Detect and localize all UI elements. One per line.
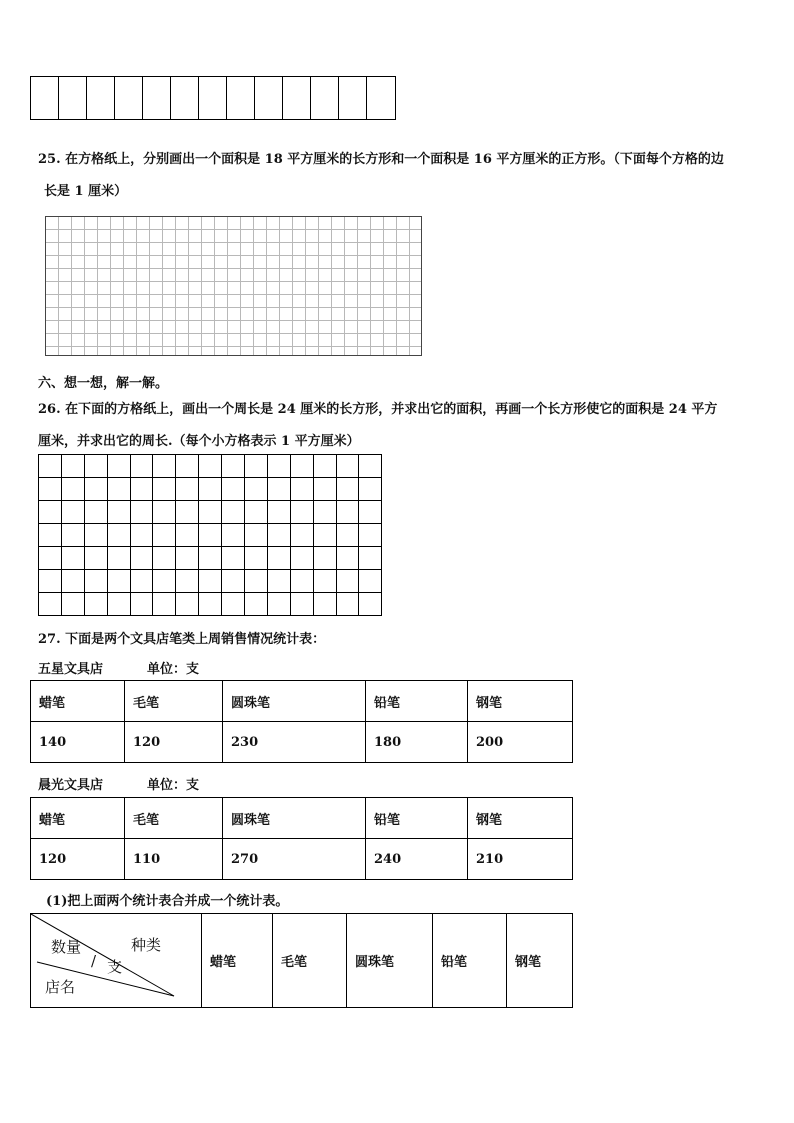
grid-square[interactable]	[39, 455, 62, 478]
grid-square[interactable]	[314, 570, 337, 593]
grid-square[interactable]	[222, 524, 245, 547]
grid-square[interactable]	[222, 478, 245, 501]
grid-square[interactable]	[131, 593, 154, 616]
grid-square[interactable]	[85, 501, 108, 524]
grid-square[interactable]	[62, 524, 85, 547]
grid-square[interactable]	[199, 455, 222, 478]
grid-square[interactable]	[153, 524, 176, 547]
grid-square[interactable]	[62, 547, 85, 570]
grid-square[interactable]	[359, 455, 382, 478]
grid-square[interactable]	[245, 570, 268, 593]
table-value-cell: 110	[125, 839, 223, 880]
grid-square[interactable]	[39, 593, 62, 616]
table-value-cell: 180	[366, 722, 468, 763]
grid-square[interactable]	[176, 593, 199, 616]
grid-square[interactable]	[153, 478, 176, 501]
grid-square[interactable]	[291, 455, 314, 478]
grid-square[interactable]	[199, 501, 222, 524]
diag-kind-label: 种类	[131, 936, 162, 954]
answer-cell[interactable]	[199, 77, 227, 119]
grid-square[interactable]	[359, 501, 382, 524]
store1-name: 五星文具店	[38, 662, 104, 677]
grid-square[interactable]	[359, 524, 382, 547]
table-value-cell: 210	[468, 839, 573, 880]
table-header-cell: 毛笔	[273, 914, 347, 1008]
grid-square[interactable]	[245, 547, 268, 570]
grid-square[interactable]	[108, 547, 131, 570]
table-value-cell: 230	[223, 722, 366, 763]
q26-line1: 26. 在下面的方格纸上，画出一个周长是 24 厘米的长方形，并求出它的面积，再画一个长方形使它的面积是 24 平方	[38, 402, 718, 417]
grid-square[interactable]	[268, 593, 291, 616]
answer-cell[interactable]	[367, 77, 395, 119]
grid-square[interactable]	[199, 593, 222, 616]
grid-square[interactable]	[85, 524, 108, 547]
answer-cell[interactable]	[59, 77, 87, 119]
table-value-cell: 120	[125, 722, 223, 763]
grid-square[interactable]	[199, 524, 222, 547]
table-value-cell: 120	[31, 839, 125, 880]
table-row	[31, 681, 573, 722]
store1-label	[38, 658, 199, 677]
grid-square[interactable]	[131, 478, 154, 501]
grid-square[interactable]	[176, 501, 199, 524]
grid-square[interactable]	[131, 524, 154, 547]
grid-square[interactable]	[176, 524, 199, 547]
diag-qty-label: 数量	[51, 938, 82, 956]
grid-square[interactable]	[245, 593, 268, 616]
grid-square[interactable]	[268, 524, 291, 547]
grid-square[interactable]	[359, 547, 382, 570]
q27-sub1: (1)把上面两个统计表合并成一个统计表。	[46, 894, 289, 909]
grid-square[interactable]	[268, 478, 291, 501]
grid-square[interactable]	[153, 547, 176, 570]
grid-square[interactable]	[108, 501, 131, 524]
grid-square[interactable]	[199, 570, 222, 593]
grid-square[interactable]	[245, 524, 268, 547]
grid-square[interactable]	[222, 547, 245, 570]
store2-label	[38, 774, 199, 793]
answer-cell[interactable]	[87, 77, 115, 119]
table-value-cell: 200	[468, 722, 573, 763]
grid-square[interactable]	[337, 501, 360, 524]
grid-square[interactable]	[291, 524, 314, 547]
grid-square[interactable]	[337, 570, 360, 593]
grid-square[interactable]	[62, 501, 85, 524]
grid-square[interactable]	[85, 547, 108, 570]
grid-square[interactable]	[268, 570, 291, 593]
grid-square[interactable]	[222, 570, 245, 593]
grid-square[interactable]	[314, 524, 337, 547]
grid-square[interactable]	[85, 455, 108, 478]
grid-square[interactable]	[291, 593, 314, 616]
grid-square[interactable]	[337, 547, 360, 570]
diagonal-header-cell	[31, 914, 202, 1008]
grid-square[interactable]	[39, 478, 62, 501]
table-header-cell: 毛笔	[125, 681, 223, 722]
grid-square[interactable]	[291, 547, 314, 570]
table-header-cell: 铅笔	[433, 914, 507, 1008]
grid-square[interactable]	[314, 501, 337, 524]
answer-cell[interactable]	[143, 77, 171, 119]
grid-square[interactable]	[314, 593, 337, 616]
table-header-cell: 毛笔	[125, 798, 223, 839]
store2-name: 晨光文具店	[38, 778, 104, 793]
answer-cell[interactable]	[283, 77, 311, 119]
grid-square[interactable]	[39, 524, 62, 547]
q27-intro: 27. 下面是两个文具店笔类上周销售情况统计表：	[38, 632, 326, 647]
table-header-cell: 蜡笔	[202, 914, 273, 1008]
diag-unit-label: 支	[107, 958, 123, 976]
store2-unit: 单位：支	[147, 778, 200, 793]
grid-square[interactable]	[268, 547, 291, 570]
table-header-cell: 铅笔	[366, 798, 468, 839]
table-row	[31, 722, 573, 763]
grid-square[interactable]	[108, 593, 131, 616]
grid-square[interactable]	[359, 478, 382, 501]
grid-square[interactable]	[359, 593, 382, 616]
diag-slash: /	[91, 952, 97, 970]
table-value-cell: 240	[366, 839, 468, 880]
grid-square[interactable]	[199, 547, 222, 570]
grid-square[interactable]	[62, 478, 85, 501]
grid-square[interactable]	[245, 478, 268, 501]
table-header-cell: 蜡笔	[31, 681, 125, 722]
grid-square[interactable]	[268, 455, 291, 478]
q25-line1: 25. 在方格纸上，分别画出一个面积是 18 平方厘米的长方形和一个面积是 16 平方厘米的正方形。（下面每个方格的边	[38, 152, 724, 167]
grid-square[interactable]	[245, 455, 268, 478]
q25-line2: 长是 1 厘米）	[44, 184, 128, 199]
grid-square[interactable]	[131, 547, 154, 570]
q26-line2: 厘米，并求出它的周长.（每个小方格表示 1 平方厘米）	[38, 434, 360, 449]
grid-square[interactable]	[108, 570, 131, 593]
grid-square[interactable]	[153, 455, 176, 478]
grid-square[interactable]	[199, 478, 222, 501]
grid-square[interactable]	[85, 570, 108, 593]
q25-dotted-grid-paper[interactable]	[45, 216, 422, 356]
grid-square[interactable]	[176, 455, 199, 478]
grid-square[interactable]	[62, 570, 85, 593]
q26-grid-paper[interactable]	[38, 454, 382, 616]
grid-square[interactable]	[314, 478, 337, 501]
grid-square[interactable]	[337, 524, 360, 547]
grid-square[interactable]	[314, 455, 337, 478]
grid-square[interactable]	[291, 570, 314, 593]
grid-square[interactable]	[314, 547, 337, 570]
answer-cell[interactable]	[115, 77, 143, 119]
grid-square[interactable]	[153, 593, 176, 616]
grid-square[interactable]	[131, 455, 154, 478]
table-value-cell: 270	[223, 839, 366, 880]
grid-square[interactable]	[222, 593, 245, 616]
grid-square[interactable]	[108, 455, 131, 478]
answer-cells-row	[30, 76, 396, 120]
grid-square[interactable]	[131, 570, 154, 593]
answer-cell[interactable]	[311, 77, 339, 119]
grid-square[interactable]	[62, 455, 85, 478]
grid-square[interactable]	[176, 478, 199, 501]
answer-cell[interactable]	[171, 77, 199, 119]
grid-square[interactable]	[108, 478, 131, 501]
store2-table	[30, 797, 573, 880]
grid-square[interactable]	[176, 570, 199, 593]
grid-square[interactable]	[153, 570, 176, 593]
grid-square[interactable]	[245, 501, 268, 524]
table-header-cell: 钢笔	[507, 914, 573, 1008]
grid-square[interactable]	[337, 593, 360, 616]
table-header-cell: 圆珠笔	[347, 914, 433, 1008]
table-header-cell: 圆珠笔	[223, 798, 366, 839]
grid-square[interactable]	[39, 570, 62, 593]
grid-square[interactable]	[291, 501, 314, 524]
grid-square[interactable]	[222, 501, 245, 524]
grid-square[interactable]	[337, 455, 360, 478]
answer-cell[interactable]	[255, 77, 283, 119]
diag-store-label: 店名	[45, 978, 76, 996]
grid-square[interactable]	[291, 478, 314, 501]
grid-square[interactable]	[62, 593, 85, 616]
answer-cell[interactable]	[31, 77, 59, 119]
table-row	[31, 914, 573, 1008]
grid-square[interactable]	[85, 478, 108, 501]
grid-square[interactable]	[39, 501, 62, 524]
grid-square[interactable]	[153, 501, 176, 524]
table-header-cell: 钢笔	[468, 681, 573, 722]
table-header-cell: 圆珠笔	[223, 681, 366, 722]
grid-square[interactable]	[39, 547, 62, 570]
grid-square[interactable]	[108, 524, 131, 547]
table-header-cell: 铅笔	[366, 681, 468, 722]
grid-square[interactable]	[268, 501, 291, 524]
table-value-cell: 140	[31, 722, 125, 763]
grid-square[interactable]	[85, 593, 108, 616]
table-row	[31, 839, 573, 880]
table-row	[31, 798, 573, 839]
answer-cell[interactable]	[339, 77, 367, 119]
merged-table	[30, 913, 573, 1008]
section6-title: 六、想一想，解一解。	[38, 376, 169, 391]
grid-square[interactable]	[176, 547, 199, 570]
answer-cell[interactable]	[227, 77, 255, 119]
store1-unit: 单位：支	[147, 662, 200, 677]
table-header-cell: 蜡笔	[31, 798, 125, 839]
grid-square[interactable]	[337, 478, 360, 501]
store1-table	[30, 680, 573, 763]
grid-square[interactable]	[222, 455, 245, 478]
table-header-cell: 钢笔	[468, 798, 573, 839]
grid-square[interactable]	[131, 501, 154, 524]
grid-square[interactable]	[359, 570, 382, 593]
